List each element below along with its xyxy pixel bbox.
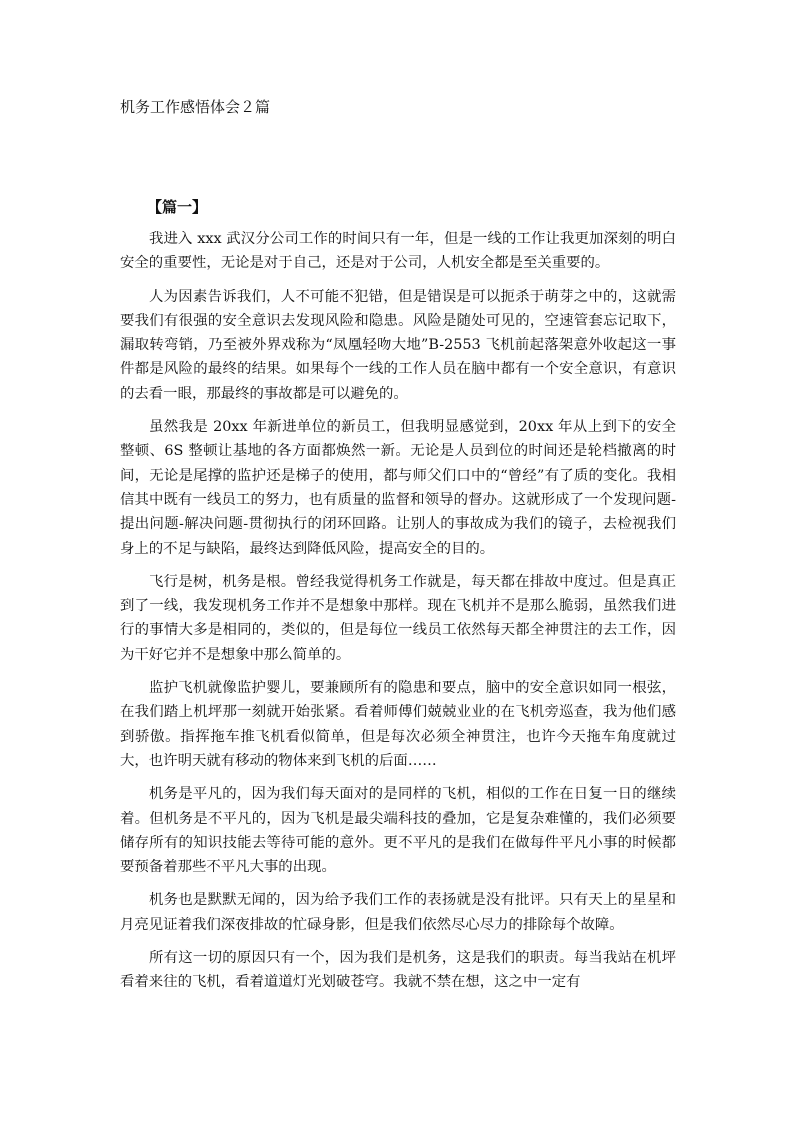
paragraph-8: 所有这一切的原因只有一个，因为我们是机务，这是我们的职责。每当我站在机坪看着来往的飞机，看着道道灯光划破苍穹。我就不禁在想，这之中一定有 [120,950,676,991]
document-title: 机务工作感悟体会２篇 [120,98,271,116]
paragraph-7: 机务也是默默无闻的，因为给予我们工作的表扬就是没有批评。只有天上的星星和月亮见证着我们深夜排故的忙碌身影，但是我们依然尽心尽力的排除每个故障。 [120,892,676,933]
document-body [120,227,676,1004]
paragraph-1: 我进入 xxx 武汉分公司工作的时间只有一年，但是一线的工作让我更加深刻的明白安全的重要性，无论是对于自己，还是对于公司，人机安全都是至关重要的。 [120,231,676,272]
paragraph-5: 监护飞机就像监护婴儿，要兼顾所有的隐患和要点，脑中的安全意识如同一根弦，在我们踏上机坪那一刻就开始张紧。看着师傅们兢兢业业的在飞机旁巡查，我为他们感到骄傲。指挥拖车推飞机看似简单，但是每次必须全神贯注，也许今天拖车角度就过大，也许明天就有移动的物体来到飞机的后面…… [120,680,676,769]
paragraph-3: 虽然我是 20xx 年新进单位的新员工，但我明显感觉到，20xx 年从上到下的安全整顿、6S 整顿让基地的各方面都焕然一新。无论是人员到位的时间还是轮档撤离的时间，无论是尾撑的监护还是梯子的使用，都与师父们口中的“曾经”有了质的变化。我相信其中既有一线员工的努力，也有质量的监督和领导的督办。这就形成了一个发现问题-提出问题-解决问题-贯彻执行的闭环回路。让别人的事故成为我们的镜子，去检视我们身上的不足与缺陷，最终达到降低风险，提高安全的目的。 [120,419,676,557]
paragraph-2: 人为因素告诉我们，人不可能不犯错，但是错误是可以扼杀于萌芽之中的，这就需要我们有很强的安全意识去发现风险和隐患。风险是随处可见的，空速管套忘记取下，漏取转弯销，乃至被外界戏称为“凤凰轻吻大地”B-2553 飞机前起落架意外收起这一事件都是风险的最终的结果。如果每个一线的工作人员在脑中都有一个安全意识，有意识的去看一眼，那最终的事故都是可以避免的。 [120,288,676,402]
section-heading: 【篇一】 [147,198,208,216]
paragraph-6: 机务是平凡的，因为我们每天面对的是同样的飞机，相似的工作在日复一日的继续着。但机务是不平凡的，因为飞机是最尖端科技的叠加，它是复杂难懂的，我们必须要储存所有的知识技能去等待可能的意外。更不平凡的是我们在做每件平凡小事的时候都要预备着那些不平凡大事的出现。 [120,786,676,876]
paragraph-4: 飞行是树，机务是根。曾经我觉得机务工作就是，每天都在排故中度过。但是真正到了一线，我发现机务工作并不是想象中那样。现在飞机并不是那么脆弱，虽然我们进行的事情大多是相同的，类似的，但是每位一线员工依然每天都全神贯注的去工作，因为干好它并不是想象中那么简单的。 [120,573,676,663]
